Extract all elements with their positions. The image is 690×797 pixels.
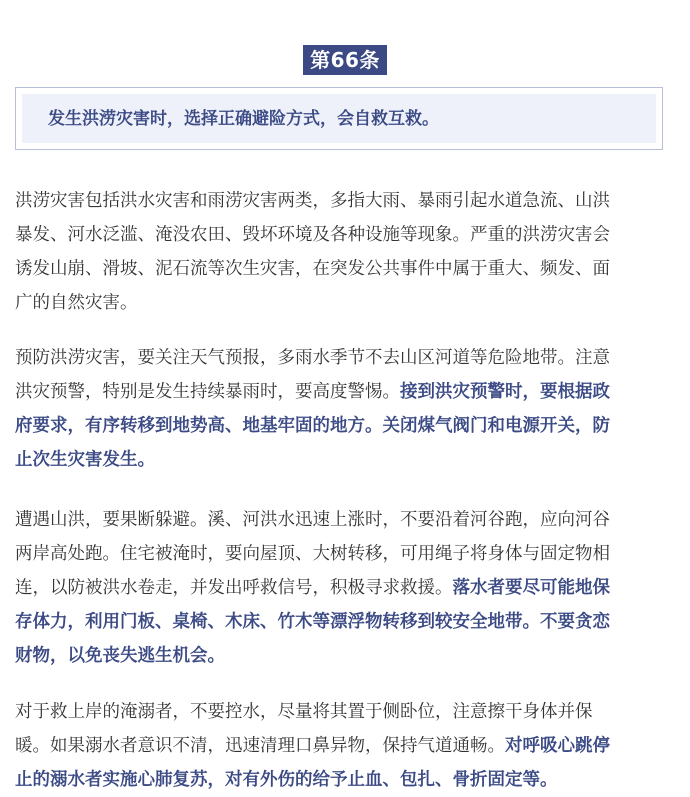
callout-background bbox=[22, 94, 656, 143]
text-line bbox=[15, 252, 679, 286]
text-line bbox=[15, 605, 679, 639]
text-line bbox=[15, 503, 679, 537]
callout-text: 发生洪涝灾害时，选择正确避险方式，会自救互救。 bbox=[48, 109, 439, 129]
article-header bbox=[0, 45, 690, 75]
text-line bbox=[15, 639, 679, 673]
text-line bbox=[15, 409, 679, 443]
text-line bbox=[15, 763, 679, 797]
body-text: 两岸高处跑。住宅被淹时，要向屋顶、大树转移，可用绳子将身体与固定物相 bbox=[15, 544, 610, 564]
highlighted-text: 止次生灾害发生。 bbox=[15, 450, 155, 470]
paragraph-flood-definition bbox=[15, 184, 679, 320]
text-line bbox=[15, 729, 679, 763]
body-text: 诱发山崩、滑坡、泥石流等次生灾害，在突发公共事件中属于重大、频发、面 bbox=[15, 259, 610, 279]
article-number-badge: 第66条 bbox=[303, 45, 387, 75]
text-line bbox=[15, 695, 679, 729]
highlighted-text: 接到洪灾预警时，要根据政 bbox=[400, 382, 610, 402]
highlighted-text: 落水者要尽可能地保 bbox=[452, 578, 610, 598]
text-line bbox=[15, 375, 679, 409]
paragraph-mountain-flood-escape bbox=[15, 503, 679, 673]
highlighted-text: 对呼吸心跳停 bbox=[505, 736, 610, 756]
body-text: 对于救上岸的淹溺者，不要控水，尽量将其置于侧卧位，注意擦干身体并保 bbox=[15, 702, 593, 722]
body-text: 洪涝灾害包括洪水灾害和雨涝灾害两类，多指大雨、暴雨引起水道急流、山洪 bbox=[15, 191, 610, 211]
text-line bbox=[15, 218, 679, 252]
text-line bbox=[15, 341, 679, 375]
key-point-callout bbox=[15, 87, 663, 150]
text-line bbox=[15, 184, 679, 218]
paragraph-drowning-rescue bbox=[15, 695, 679, 797]
body-text: 洪灾预警，特别是发生持续暴雨时，要高度警惕。 bbox=[15, 382, 400, 402]
body-text: 遭遇山洪，要果断躲避。溪、河洪水迅速上涨时，不要沿着河谷跑，应向河谷 bbox=[15, 510, 610, 530]
body-text: 广的自然灾害。 bbox=[15, 293, 138, 313]
highlighted-text: 府要求，有序转移到地势高、地基牢固的地方。关闭煤气阀门和电源开关，防 bbox=[15, 416, 610, 436]
paragraph-flood-prevention bbox=[15, 341, 679, 477]
text-line bbox=[15, 286, 679, 320]
text-line bbox=[15, 571, 679, 605]
body-text: 预防洪涝灾害，要关注天气预报，多雨水季节不去山区河道等危险地带。注意 bbox=[15, 348, 610, 368]
body-text: 连，以防被洪水卷走，并发出呼救信号，积极寻求救援。 bbox=[15, 578, 453, 598]
highlighted-text: 止的溺水者实施心肺复苏，对有外伤的给予止血、包扎、骨折固定等。 bbox=[15, 770, 558, 790]
highlighted-text: 财物，以免丧失逃生机会。 bbox=[15, 646, 225, 666]
body-text: 暖。如果溺水者意识不清，迅速清理口鼻异物，保持气道通畅。 bbox=[15, 736, 505, 756]
body-text: 暴发、河水泛滥、淹没农田、毁坏环境及各种设施等现象。严重的洪涝灾害会 bbox=[15, 225, 610, 245]
highlighted-text: 存体力，利用门板、桌椅、木床、竹木等漂浮物转移到较安全地带。不要贪恋 bbox=[15, 612, 610, 632]
text-line bbox=[15, 443, 679, 477]
text-line bbox=[15, 537, 679, 571]
